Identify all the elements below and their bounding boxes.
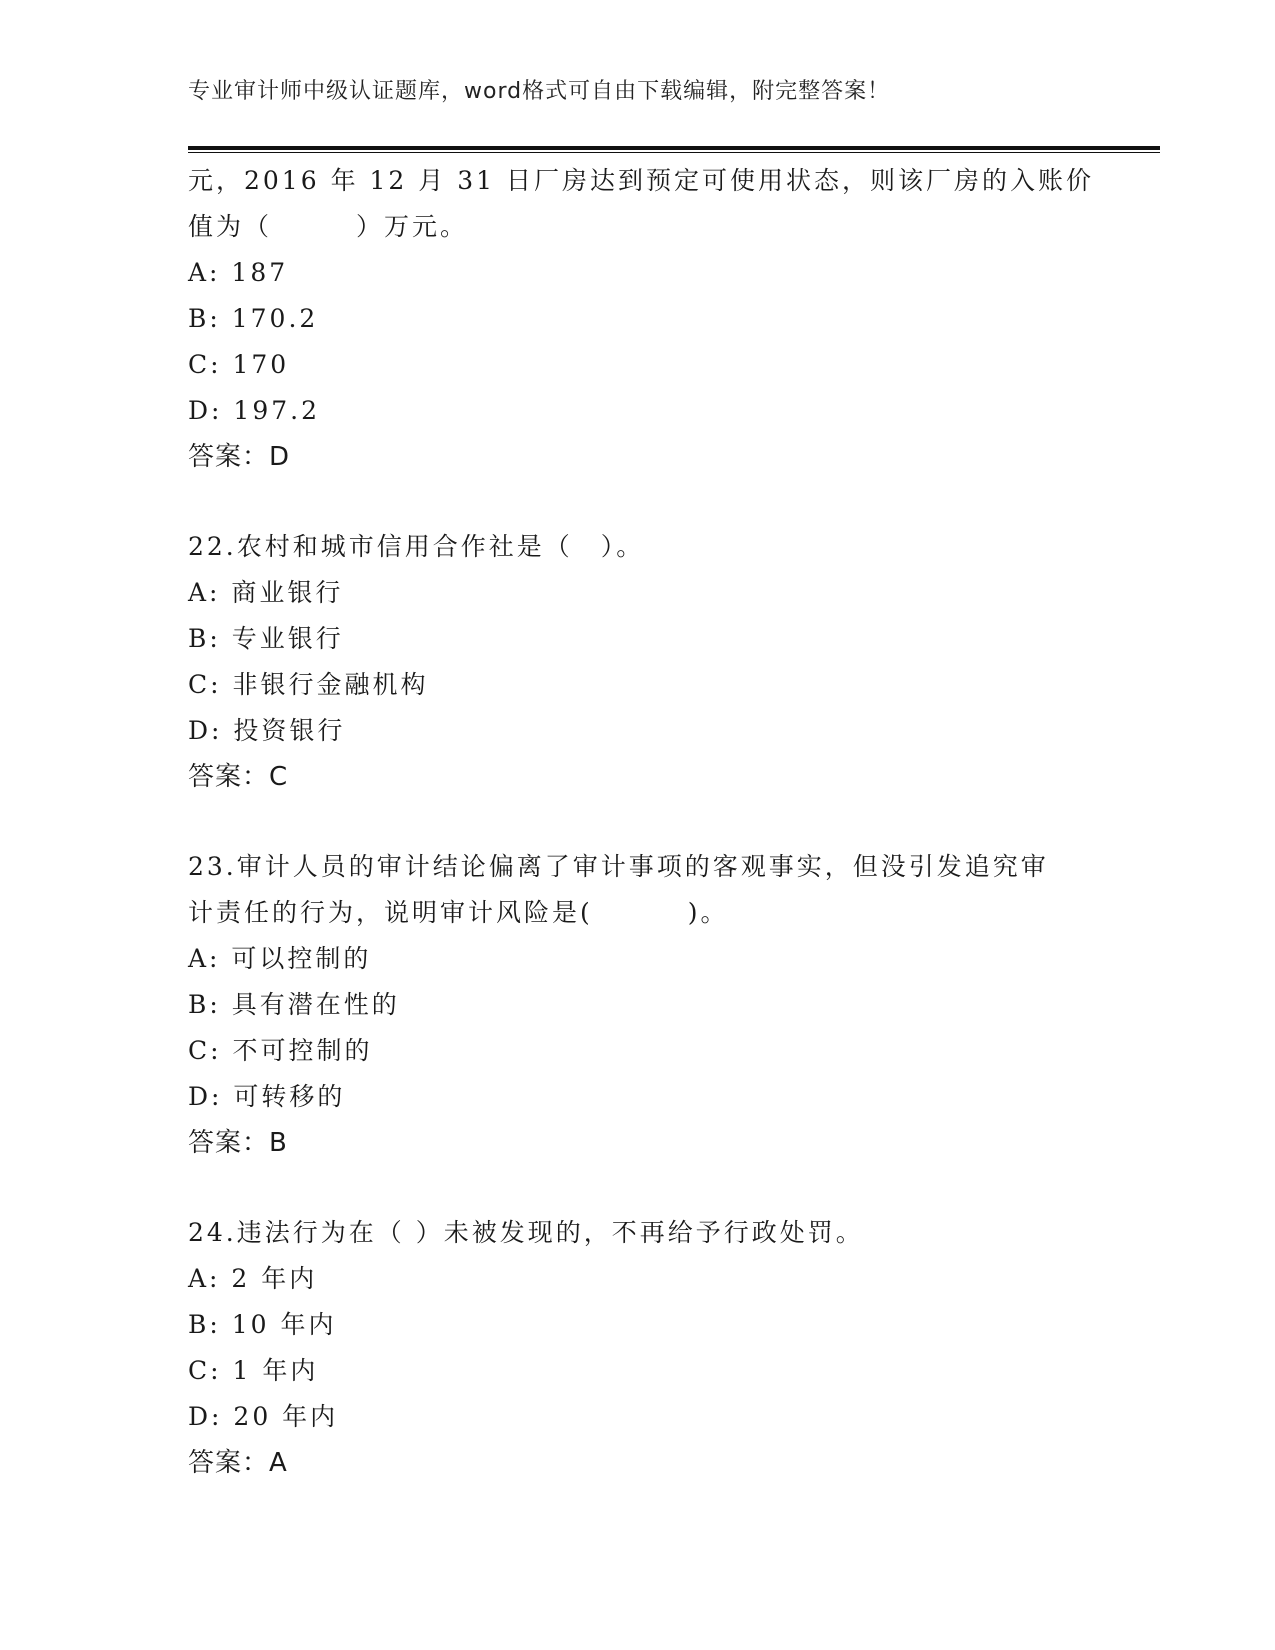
option-c: C: 170 xyxy=(188,350,290,379)
answer: 答案：B xyxy=(188,1128,288,1158)
question-line: 24.违法行为在（ ）未被发现的，不再给予行政处罚。 xyxy=(188,1218,864,1247)
question-list xyxy=(188,158,1094,1530)
option-a: A: 可以控制的 xyxy=(188,944,372,973)
question-line: 值为（ ）万元。 xyxy=(188,212,469,241)
option-c: C: 非银行金融机构 xyxy=(188,670,429,699)
option-d: D: 20 年内 xyxy=(188,1402,339,1431)
answer: 答案：D xyxy=(188,442,291,472)
option-d: D: 可转移的 xyxy=(188,1082,346,1111)
option-a: A: 商业银行 xyxy=(188,578,344,607)
option-d: D: 197.2 xyxy=(188,396,320,425)
question-line: 22.农村和城市信用合作社是（ ）。 xyxy=(188,532,645,561)
option-c: C: 1 年内 xyxy=(188,1356,319,1385)
option-c: C: 不可控制的 xyxy=(188,1036,373,1065)
question-line: 元，2016 年 12 月 31 日厂房达到预定可使用状态，则该厂房的入账价 xyxy=(188,166,1094,195)
page-header: 专业审计师中级认证题库，word格式可自由下载编辑，附完整答案！ xyxy=(188,79,891,104)
option-b: B: 10 年内 xyxy=(188,1310,337,1339)
question-block-22 xyxy=(188,524,1088,800)
option-b: B: 具有潜在性的 xyxy=(188,990,400,1019)
option-b: B: 专业银行 xyxy=(188,624,344,653)
header-rule-thin xyxy=(188,152,1160,153)
question-line: 23.审计人员的审计结论偏离了审计事项的客观事实，但没引发追究审 xyxy=(188,852,1049,881)
question-line: 计责任的行为，说明审计风险是( )。 xyxy=(188,898,729,927)
question-block-24 xyxy=(188,1210,1088,1486)
option-b: B: 170.2 xyxy=(188,304,319,333)
question-block-21 xyxy=(188,158,1094,480)
option-d: D: 投资银行 xyxy=(188,716,346,745)
question-block-23 xyxy=(188,844,1088,1166)
option-a: A: 2 年内 xyxy=(188,1264,318,1293)
option-a: A: 187 xyxy=(188,258,289,287)
header-rule-thick xyxy=(188,146,1160,150)
answer: 答案：C xyxy=(188,762,289,792)
answer: 答案：A xyxy=(188,1448,288,1478)
